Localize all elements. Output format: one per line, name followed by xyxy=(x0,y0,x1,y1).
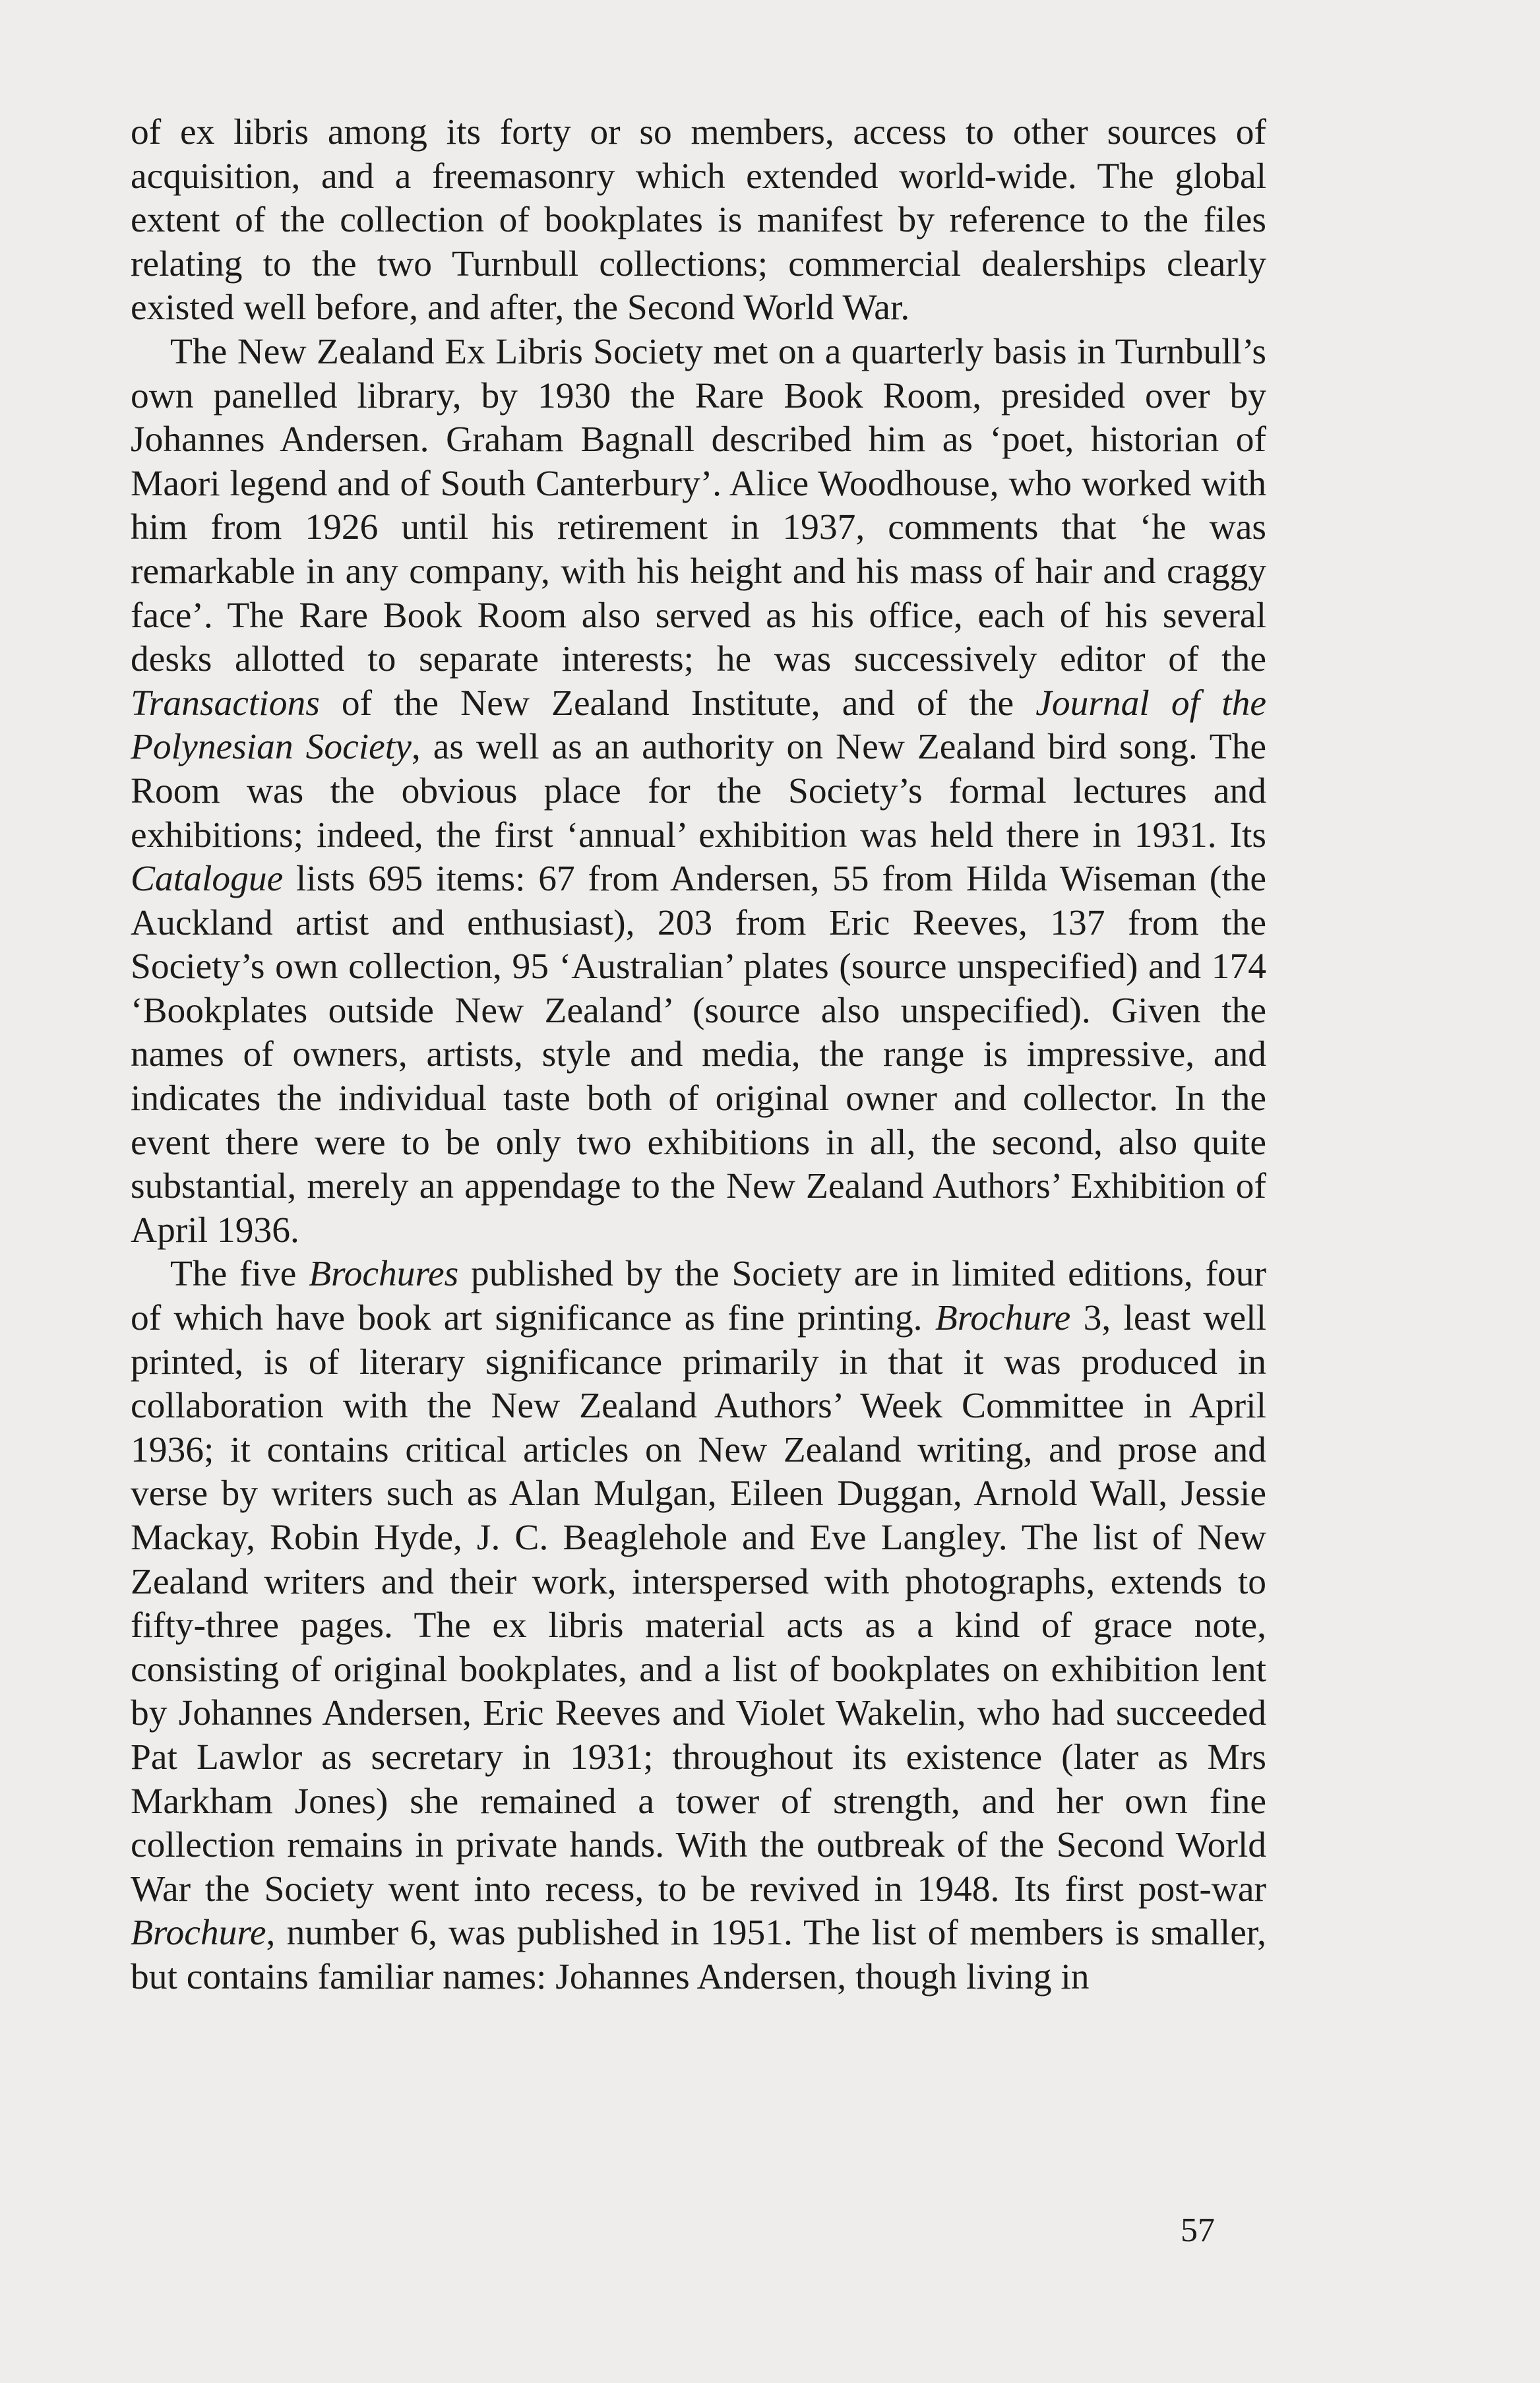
text-run: 3, least well printed, is of literary significance primarily in that it was produced in collaboration with the New Zealand Authors’ Week Committee in April 1936; it contains critical articles on New Zealand writing, and prose and verse by writers such as Alan Mulgan, Eileen Duggan, Arnold Wall, Jessie Mackay, Robin Hyde, J. C. Beaglehole and Eve Langley. The list of New Zealand writers and their work, interspersed with photographs, extends to fifty-three pages. The ex libris material acts as a kind of grace note, consisting of original bookplates, and a list of bookplates on exhibition lent by Johannes Andersen, Eric Reeves and Violet Wakelin, who had succeeded Pat Lawlor as secretary in 1931; throughout its existence (later as Mrs Markham Jones) she remained a tower of strength, and her own fine collection remains in private hands. With the outbreak of the Second World War the Society went into recess, to be revived in 1948. Its first post-war xyxy=(131,1298,1266,1909)
text-run: published by the Society are in limited editions, four of which have book art significance as fine printing. xyxy=(131,1254,1267,1339)
text-run: lists 695 items: 67 from Andersen, 55 from Hilda Wiseman (the Auckland artist and enthusiast), 203 from Eric Reeves, 137 from the Society’s own collection, 95 ‘Australian’ plates (source unspecified) and 174 ‘Bookplates outside New Zealand’ (source also unspecified). Given the names of owners, artists, style and media, the range is impressive, and indicates the individual taste both of original owner and collector. In the event there were to be only two exhibitions in all, the second, also quite substantial, merely an appendage to the New Zealand Authors’ Exhibition of April 1936. xyxy=(131,859,1266,1251)
italic-title: Catalogue xyxy=(131,859,284,900)
text-run: The New Zealand Ex Libris Society met on a quarterly basis in Turnbull’s own panelled library, by 1930 the Rare Book Room, presided over by Johannes Andersen. Graham Bagnall described him as ‘poet, historian of Maori legend and of South Canterbury’. Alice Woodhouse, who worked with him from 1926 until his retirement in 1937, comments that ‘he was remarkable in any company, with his height and his mass of hair and craggy face’. The Rare Book Room also served as his office, each of his several desks allotted to separate interests; he was successively editor of the xyxy=(131,331,1266,680)
italic-title: Transactions xyxy=(131,683,320,724)
text-run: of the New Zealand Institute, and of the xyxy=(319,683,1036,724)
text-run: The five xyxy=(170,1254,309,1295)
paragraph-3 xyxy=(131,1253,1266,1999)
italic-title: Brochures xyxy=(309,1254,459,1295)
italic-title: Journal of the Polynesian Society xyxy=(131,683,1267,768)
italic-title: Brochure xyxy=(131,1913,266,1954)
italic-title: Brochure xyxy=(935,1298,1071,1339)
paragraph-1 xyxy=(131,111,1266,330)
page-body xyxy=(131,111,1266,2000)
paragraph-2 xyxy=(131,330,1266,1253)
text-run: , as well as an authority on New Zealand bird song. The Room was the obvious place for the Society’s formal lectures and exhibitions; indeed, the first ‘annual’ exhibition was held there in 1931. Its xyxy=(131,727,1266,855)
page-number: 57 xyxy=(1181,2212,1215,2249)
text-run: , number 6, was published in 1951. The list of members is smaller, but contains familiar names: Johannes Andersen, though living in xyxy=(131,1913,1266,1997)
text-run: of ex libris among its forty or so members, access to other sources of acquisition, and a freemasonry which extended world-wide. The global extent of the collection of bookplates is manifest by reference to the files relating to the two Turnbull collections; commercial dealerships clearly existed well before, and after, the Second World War. xyxy=(131,112,1266,328)
